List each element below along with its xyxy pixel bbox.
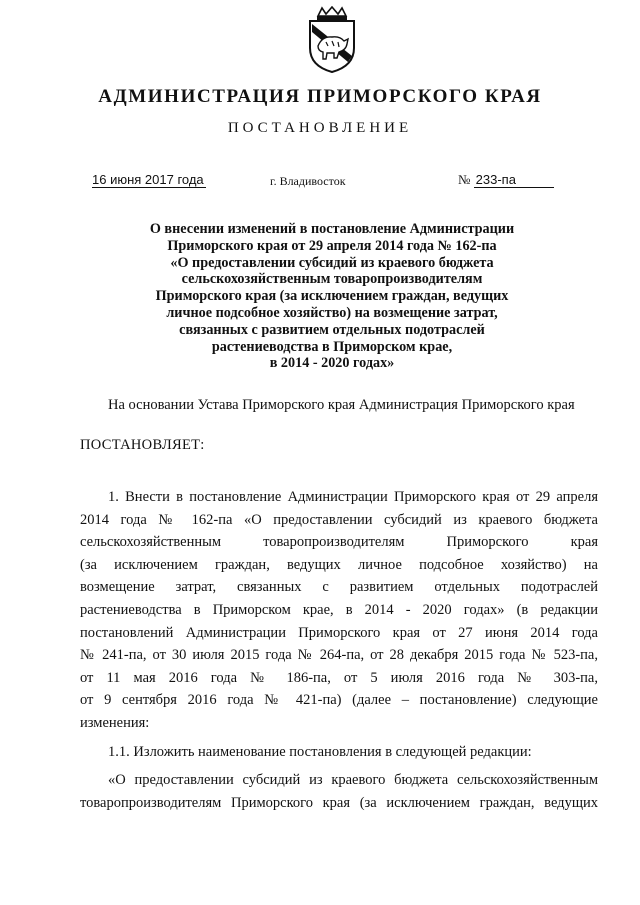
document-date: 16 июня 2017 года bbox=[92, 172, 204, 187]
body-line: 1.1. Изложить наименование постановления в следующей редакции: bbox=[108, 743, 532, 760]
body-line: от 11 мая 2016 года № 186-па, от 5 июля 2016 года № 303-па, bbox=[80, 669, 598, 686]
resolve-heading: ПОСТАНОВЛЯЕТ: bbox=[80, 437, 205, 453]
body-line: постановлений Администрации Приморского края от 27 июня 2014 года bbox=[80, 624, 598, 641]
body-line: (за исключением граждан, ведущих личное подсобное хозяйство) на bbox=[80, 556, 598, 573]
title-line: связанных с развитием отдельных подотраслей bbox=[179, 321, 485, 338]
body-line: от 9 сентября 2016 года № 421-па) (далее – постановление) следующие bbox=[80, 692, 598, 709]
title-line: в 2014 - 2020 годах» bbox=[269, 355, 395, 372]
title-line: Приморского края от 29 апреля 2014 года № 162-па bbox=[167, 237, 497, 254]
title-line: О внесении изменений в постановление Администрации bbox=[149, 221, 515, 237]
body-line: изменения: bbox=[80, 714, 150, 731]
title-line: растениеводства в Приморском крае, bbox=[211, 338, 453, 355]
body-line: 1. Внести в постановление Администрации Приморского края от 29 апреля bbox=[108, 489, 598, 505]
title-line: личное подсобное хозяйство) на возмещение затрат, bbox=[166, 304, 498, 321]
coat-of-arms-emblem bbox=[304, 6, 360, 74]
body-line: № 241-па, от 30 июля 2015 года № 264-па, от 28 декабря 2015 года № 523-па, bbox=[80, 647, 598, 664]
body-line: сельскохозяйственным товаропроизводителям Приморского края bbox=[80, 534, 598, 551]
body-line: «О предоставлении субсидий из краевого бюджета сельскохозяйственным bbox=[108, 772, 598, 789]
document-type: ПОСТАНОВЛЕНИЕ bbox=[227, 120, 413, 136]
number-sign: № bbox=[458, 172, 471, 187]
document-number bbox=[458, 172, 554, 188]
body-line: товаропроизводителям Приморского края (за исключением граждан, ведущих bbox=[80, 794, 598, 811]
title-line: «О предоставлении субсидий из краевого бюджета bbox=[170, 254, 494, 271]
document-title bbox=[120, 221, 544, 372]
title-line: Приморского края (за исключением граждан, ведущих bbox=[155, 288, 509, 305]
legal-basis-text: На основании Устава Приморского края Администрация Приморского края bbox=[108, 397, 575, 413]
number-value: 233-па bbox=[474, 172, 554, 188]
body-line: возмещение затрат, связанных с развитием отдельных подотраслей bbox=[80, 579, 598, 596]
document-city: г. Владивосток bbox=[270, 174, 346, 188]
body-line: растениеводства в Приморском крае, в 2014 - 2020 годах» (в редакции bbox=[80, 601, 598, 618]
document-body bbox=[80, 486, 598, 814]
title-line: сельскохозяйственным товаропроизводителям bbox=[181, 271, 483, 288]
organization-title: АДМИНИСТРАЦИЯ ПРИМОРСКОГО КРАЯ bbox=[98, 86, 542, 107]
body-line: 2014 года № 162-па «О предоставлении субсидий из краевого бюджета bbox=[80, 511, 598, 528]
